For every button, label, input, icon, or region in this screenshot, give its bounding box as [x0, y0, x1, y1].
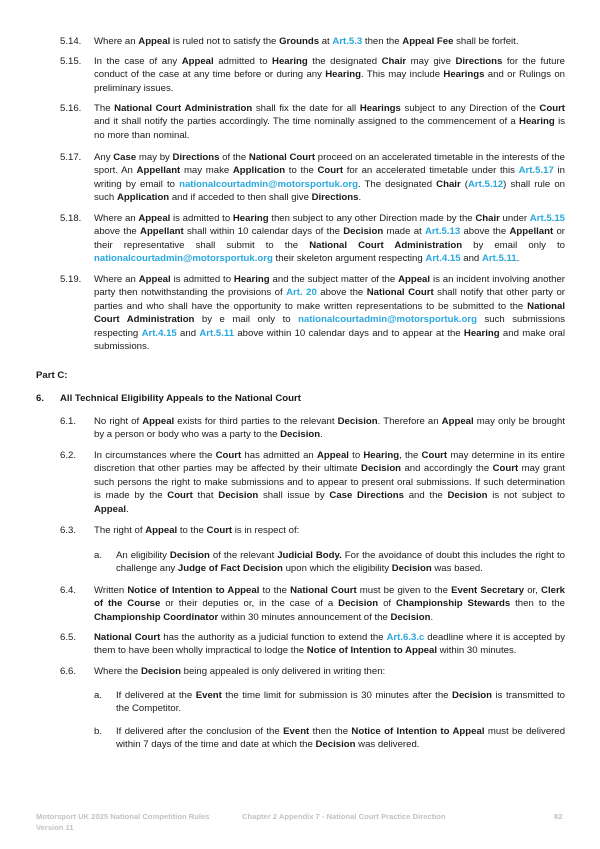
text-run: above the [94, 226, 141, 238]
defined-term: Decision [338, 598, 379, 610]
clause-text [94, 524, 565, 537]
defined-term: Chair [436, 178, 461, 190]
defined-term: National Court Administration [114, 103, 253, 114]
defined-term: Decision [391, 563, 432, 575]
footer-page-number: 82 [554, 812, 563, 821]
text-run: The [94, 103, 115, 114]
clause-number: 6.6. [60, 666, 77, 677]
text-run: may make [180, 165, 233, 177]
defined-term: Championship Stewards [396, 598, 511, 610]
clause-6-6 [60, 665, 565, 678]
text-run: The right of [94, 525, 146, 536]
sub-clause-letter: a. [94, 550, 103, 561]
defined-term: Appellant [509, 226, 554, 238]
text-run: is an incident involving another party then notwithstanding the provisions of [94, 274, 565, 299]
defined-term: Hearing [233, 274, 270, 285]
defined-term: Appeal [398, 274, 431, 285]
defined-term: Appeal [181, 56, 214, 67]
defined-term: Appeal [138, 274, 171, 285]
text-run: within 30 minutes. [437, 645, 517, 657]
defined-term: Championship Coordinator [94, 611, 219, 623]
text-run: of the relevant [209, 550, 278, 561]
text-run: ( [460, 178, 468, 190]
text-run: has admitted an [241, 450, 317, 461]
cross-reference: nationalcourtadmin@motorsportuk.org [179, 178, 358, 190]
text-run: to the [259, 585, 291, 596]
text-run: must be given to the [356, 585, 452, 596]
text-run: shall issue by [258, 490, 330, 502]
defined-term: Decision [337, 416, 378, 427]
text-run: Where an [94, 36, 139, 47]
text-run: above within 10 calendar days and to appear at the [234, 327, 464, 339]
text-run: . [430, 611, 434, 623]
text-run: the designated [307, 56, 382, 67]
text-run: that [192, 490, 219, 502]
clause-number: 5.14. [60, 36, 82, 47]
defined-term: Notice of Intention to Appeal [306, 645, 438, 657]
text-run: then the [309, 726, 352, 737]
text-run: above the [316, 287, 367, 299]
text-run: and or Rulings on preliminary issues. [94, 69, 565, 94]
defined-term: Application [116, 192, 170, 204]
text-run: . [126, 503, 129, 515]
defined-term: National Court Administration [94, 300, 565, 326]
clause-5-19 [60, 273, 565, 353]
defined-term: Court [421, 450, 448, 461]
defined-term: Directions [455, 56, 503, 67]
text-run: and it shall notify the parties accordingly. The time nominally assigned to the commencement of a [94, 116, 520, 128]
text-run: at [319, 36, 333, 47]
cross-reference: Art.5.3 [332, 36, 363, 47]
sub-clause-letter: b. [94, 726, 103, 737]
cross-reference: Art.5.12 [467, 178, 504, 190]
text-run: or their representative shall submit to the [94, 226, 565, 251]
text-run: may by [136, 152, 173, 163]
clause-text [94, 449, 565, 516]
defined-term: National Court [248, 152, 316, 163]
text-run: such submissions respecting [94, 314, 566, 339]
text-run: is transmitted to the Competitor. [116, 690, 565, 715]
cross-reference: Art.5.11 [481, 253, 517, 265]
text-run: has the authority as a judicial function to extend the [160, 632, 387, 643]
text-run: being appealed is only delivered in writing then: [180, 666, 386, 677]
clause-text [94, 665, 565, 678]
clause-6-3-a [94, 549, 565, 576]
defined-term: Appeal [94, 503, 126, 515]
defined-term: Appeal [142, 416, 175, 427]
defined-term: National Court [94, 632, 161, 643]
text-run: . This may include [360, 69, 444, 81]
text-run: For the avoidance of doubt this includes the right to challenge any [116, 550, 565, 575]
text-run: then the [362, 36, 403, 47]
text-run: of [378, 598, 396, 610]
defined-term: Directions [172, 152, 220, 163]
defined-term: Event Secretary [451, 585, 525, 596]
text-run: . [358, 192, 362, 204]
text-run: to [348, 450, 364, 461]
text-run: shall within 10 calendar days of the [183, 226, 344, 238]
defined-term: Appeal [145, 525, 178, 536]
section-number: 6. [36, 393, 45, 404]
text-run: Written [94, 585, 128, 596]
text-run: If delivered at the [116, 690, 196, 701]
clause-text [94, 631, 565, 658]
text-run: and the [403, 490, 448, 502]
text-run: for an accelerated timetable under this [343, 165, 519, 177]
cross-reference: Art.5.17 [518, 165, 554, 177]
text-run: within 30 minutes announcement of the [218, 611, 391, 623]
text-run: shall fix the date for all [252, 103, 360, 114]
clause-number: 5.17. [60, 152, 82, 163]
defined-term: Hearing [463, 327, 500, 339]
defined-term: Chair [475, 213, 500, 224]
defined-term: Judge of Fact Decision [177, 563, 283, 575]
defined-term: Decision [280, 429, 321, 441]
text-run: upon which the eligibility [282, 563, 392, 575]
text-run: Any [94, 152, 114, 163]
defined-term: Appeal [138, 213, 171, 224]
section-title: All Technical Eligibility Appeals to the National Court [60, 393, 301, 404]
clause-number: 5.19. [60, 274, 82, 285]
clause-6-1 [60, 415, 565, 442]
text-run: Where the [94, 666, 141, 677]
defined-term: Directions [311, 192, 359, 204]
text-run: may determine in its entire discretion that other parties may be affected by their ultimate [94, 450, 565, 475]
defined-term: Event [283, 726, 310, 737]
text-run: . [320, 429, 323, 441]
text-run: was based. [431, 563, 483, 575]
sub-clause-letter: a. [94, 690, 103, 701]
defined-term: Decision [361, 463, 402, 475]
defined-term: Decision [315, 739, 356, 751]
text-run: the time limit for submission is 30 minutes after the [221, 690, 453, 701]
cross-reference: Art.4.15 [425, 253, 461, 265]
text-run: made at [383, 226, 425, 238]
text-run: ) shall rule on such [94, 178, 565, 204]
defined-term: Decision [140, 666, 181, 677]
text-run: In the case of any [94, 56, 182, 67]
defined-term: Grounds [279, 36, 320, 47]
text-run: then to the [510, 598, 565, 610]
defined-term: Hearing [363, 450, 400, 461]
text-run: is in respect of: [232, 525, 300, 536]
cross-reference: Art.4.15 [141, 327, 177, 339]
defined-term: Notice of Intention to Appeal [351, 726, 485, 737]
text-run: . Therefore an [377, 416, 442, 427]
defined-term: Clerk of the Course [94, 585, 566, 610]
defined-term: Hearing [325, 69, 361, 81]
clause-text [94, 415, 565, 442]
clause-number: 6.2. [60, 450, 77, 461]
text-run: deadline where it is accepted by them to have been wholly impractical to lodge the [94, 632, 566, 657]
text-run: . [516, 253, 520, 265]
text-run: must be delivered within 7 days of the time and date at which the [116, 726, 566, 751]
text-run: under [499, 213, 530, 224]
text-run: or their deputies or, in the case of a [160, 598, 339, 610]
defined-term: Court [206, 525, 233, 536]
defined-term: Court [317, 165, 344, 177]
text-run: proceed on an accelerated timetable in the interests of the sport. An [94, 152, 565, 177]
footer-rules-title: Motorsport UK 2025 National Competition Rules [36, 812, 210, 821]
text-run: and make oral submissions. [94, 327, 565, 353]
defined-term: Application [232, 165, 286, 177]
sub-clause-text [116, 689, 565, 716]
footer-version: Version 11 [36, 822, 74, 832]
defined-term: National Court [290, 585, 357, 596]
defined-term: Court [167, 490, 193, 502]
cross-reference: nationalcourtadmin@motorsportuk.org [94, 253, 273, 265]
text-run: exists for third parties to the relevant [174, 416, 338, 427]
text-run: is no more than nominal. [94, 116, 565, 141]
cross-reference: Art.5.11 [199, 327, 235, 339]
text-run: admitted to [213, 56, 273, 67]
defined-term: Appeal [138, 36, 171, 47]
defined-term: Hearing [519, 116, 555, 128]
defined-term: Hearings [359, 103, 401, 114]
text-run: or, [524, 585, 542, 596]
clause-text [94, 273, 565, 353]
text-run: was delivered. [355, 739, 420, 751]
defined-term: National Court Administration [309, 239, 463, 251]
clause-text [94, 584, 565, 624]
text-run: and [176, 327, 200, 339]
clause-6-2 [60, 449, 565, 516]
text-run: by e mail only to [194, 314, 299, 326]
defined-term: Court [492, 463, 519, 475]
defined-term: Appellant [140, 226, 184, 238]
sub-clause-text [116, 725, 565, 752]
defined-term: Case [113, 152, 137, 163]
defined-term: Decision [218, 490, 259, 502]
text-run: An eligibility [116, 550, 170, 561]
clause-number: 5.16. [60, 103, 82, 114]
text-run: . The designated [357, 178, 437, 190]
text-run: to the [285, 165, 318, 177]
text-run: subject to any Direction of the [400, 103, 540, 114]
defined-term: Event [195, 690, 222, 701]
defined-term: Case Directions [329, 490, 404, 502]
text-run: shall notify that other party or parties and who shall have the opportunity to make written representations to be submitted to the [94, 287, 565, 312]
defined-term: Decision [343, 226, 384, 238]
text-run: in writing by email to [94, 165, 565, 190]
clause-text [94, 102, 565, 142]
clause-5-18 [60, 212, 565, 266]
clause-number: 6.4. [60, 585, 77, 596]
footer-left [36, 812, 209, 833]
text-run: , the [399, 450, 422, 461]
defined-term: Appeal [441, 416, 474, 427]
text-run: and if acceded to then shall give [169, 192, 312, 204]
text-run: is ruled not to satisfy the [170, 36, 280, 47]
cross-reference: nationalcourtadmin@motorsportuk.org [298, 314, 477, 326]
text-run: Where an [94, 274, 139, 285]
clause-6-4 [60, 584, 565, 624]
text-run: to the [177, 525, 207, 536]
defined-term: Decision [447, 490, 488, 502]
text-run: No right of [94, 416, 143, 427]
clause-text [94, 212, 565, 266]
clause-5-16 [60, 102, 565, 142]
part-heading: Part C: [36, 370, 68, 381]
text-run: and [460, 253, 482, 265]
text-run: is not subject to [487, 490, 566, 502]
text-run: above the [460, 226, 510, 238]
defined-term: Court [215, 450, 242, 461]
defined-term: Appeal [316, 450, 349, 461]
text-run: then subject to any other Direction made by the [268, 213, 476, 224]
defined-term: Judicial Body. [277, 550, 342, 561]
text-run: If delivered after the conclusion of the [116, 726, 284, 737]
defined-term: Appellant [136, 165, 181, 177]
clause-5-14 [60, 35, 565, 48]
defined-term: Decision [452, 690, 493, 701]
defined-term: Appeal Fee [402, 36, 454, 47]
clause-6-6-b [94, 725, 565, 752]
cross-reference: Art.5.15 [529, 213, 565, 224]
clause-6-5 [60, 631, 565, 658]
text-run: their skeleton argument respecting [272, 253, 426, 265]
text-run: is admitted to [170, 213, 233, 224]
clause-5-17 [60, 151, 565, 205]
clause-6-3 [60, 524, 565, 537]
text-run: and the subject matter of the [269, 274, 399, 285]
cross-reference: Art. 20 [286, 287, 317, 299]
clause-text [94, 35, 565, 48]
footer-chapter: Chapter 2 Appendix 7 - National Court Practice Direction [242, 812, 446, 821]
clause-number: 5.15. [60, 56, 82, 67]
defined-term: National Court [366, 287, 434, 299]
text-run: and accordingly the [401, 463, 493, 475]
defined-term: Court [539, 103, 565, 114]
defined-term: Hearing [232, 213, 269, 224]
clause-number: 6.1. [60, 416, 77, 427]
text-run: of the [219, 152, 249, 163]
defined-term: Decision [169, 550, 210, 561]
text-run: may grant such persons the right to make submissions and to appear to present oral submissions. If such determination is made by the [94, 463, 565, 502]
defined-term: Chair [381, 56, 407, 67]
text-run: In circumstances where the [94, 450, 216, 461]
defined-term: Decision [390, 611, 431, 623]
clause-text [94, 151, 565, 205]
sub-clause-text [116, 549, 565, 576]
text-run: may give [406, 56, 456, 67]
defined-term: Hearing [272, 56, 308, 67]
text-run: for the future conduct of the case at any time before or during any [94, 56, 566, 81]
cross-reference: Art.6.3.c [386, 632, 425, 643]
clause-number: 6.5. [60, 632, 77, 643]
clause-number: 6.3. [60, 525, 77, 536]
cross-reference: Art.5.13 [424, 226, 461, 238]
defined-term: Hearings [443, 69, 485, 81]
clause-5-15 [60, 55, 565, 95]
clause-number: 5.18. [60, 213, 82, 224]
text-run: is admitted to [170, 274, 234, 285]
clause-text [94, 55, 565, 95]
defined-term: Notice of Intention to Appeal [127, 585, 260, 596]
text-run: by email only to [462, 239, 565, 251]
clause-6-6-a [94, 689, 565, 716]
text-run: Where an [94, 213, 139, 224]
text-run: may only be brought by a person or body who was a party to the [94, 416, 565, 441]
text-run: shall be forfeit. [453, 36, 519, 47]
